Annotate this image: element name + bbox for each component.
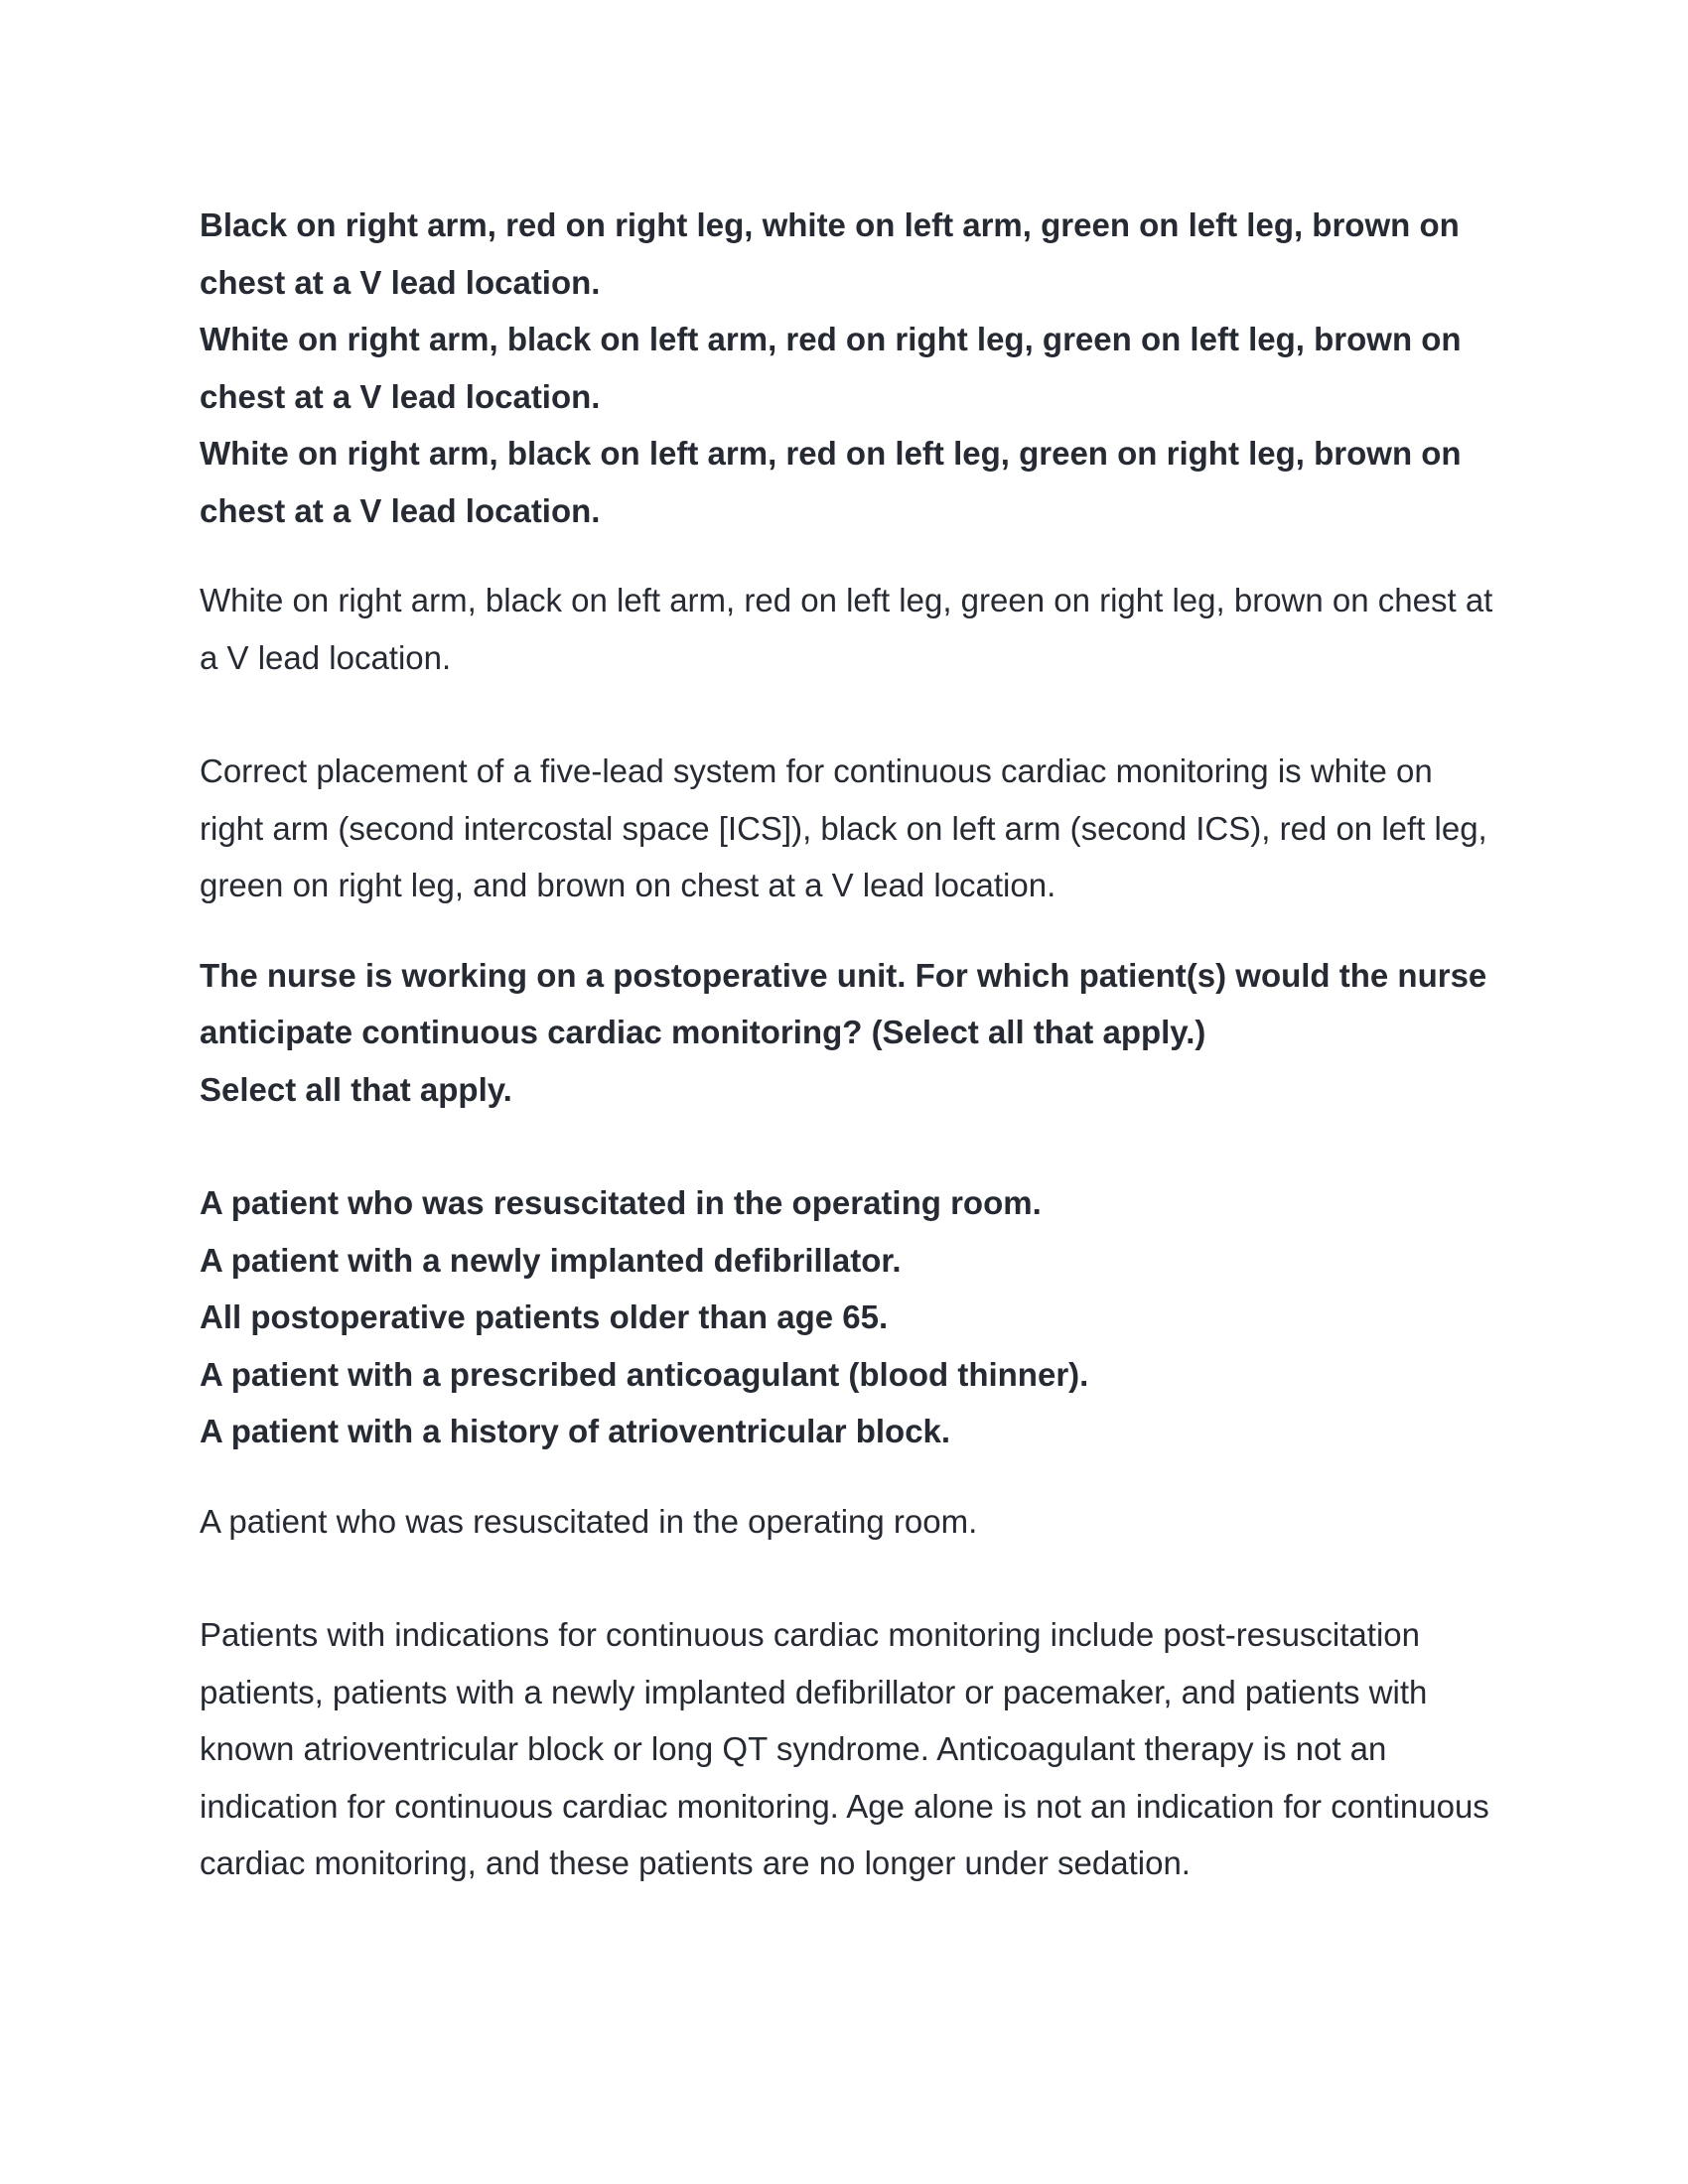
question1-option-1: Black on right arm, red on right leg, white on left arm, green on left leg, brown on chest at a V lead location. [200, 206, 1460, 301]
question2-stem: The nurse is working on a postoperative unit. For which patient(s) would the nurse anticipate continuous cardiac monitoring? (Select all that apply.) [200, 956, 1487, 1050]
question2-option-5: A patient with a history of atrioventricular block. [200, 1413, 951, 1449]
question1-options [200, 197, 1500, 539]
question2-rationale: Patients with indications for continuous cardiac monitoring include post-resuscitation patients, patients with a newly implanted defibrillator or pacemaker, and patients with known atrioventricular block or long QT syndrome. Anticoagulant therapy is not an indication for continuous cardiac monitoring. Age alone is not an indication for continuous cardiac monitoring, and these patients are no longer under sedation. [200, 1616, 1489, 1881]
question2-option-2: A patient with a newly implanted defibrillator. [200, 1241, 902, 1279]
question1-option-2: White on right arm, black on left arm, red on right leg, green on left leg, brown on chest at a V lead location. [200, 321, 1462, 415]
question2-options [200, 1174, 1500, 1460]
document-page [200, 197, 1500, 1892]
question1-rationale: Correct placement of a five-lead system for continuous cardiac monitoring is white on right arm (second intercostal space [ICS]), black on left arm (second ICS), red on left leg, green on right leg, and brown on chest at a V lead location. [200, 752, 1487, 903]
question1-rationale-block [200, 743, 1500, 914]
question2-stem-block [200, 947, 1500, 1119]
question2-option-3: All postoperative patients older than age 65. [200, 1298, 889, 1335]
question2-instruction: Select all that apply. [200, 1070, 512, 1108]
question2-rationale-block [200, 1606, 1500, 1892]
question2-answer-block [200, 1493, 1500, 1551]
question2-option-1: A patient who was resuscitated in the operating room. [200, 1184, 1042, 1221]
question2-answer: A patient who was resuscitated in the operating room. [200, 1502, 978, 1540]
question2-option-4: A patient with a prescribed anticoagulant (blood thinner). [200, 1355, 1089, 1393]
question1-answer: White on right arm, black on left arm, red on left leg, green on right leg, brown on chest at a V lead location. [200, 582, 1493, 676]
question1-answer-block [200, 572, 1500, 686]
question1-option-3: White on right arm, black on left arm, red on left leg, green on right leg, brown on chest at a V lead location. [200, 435, 1462, 529]
